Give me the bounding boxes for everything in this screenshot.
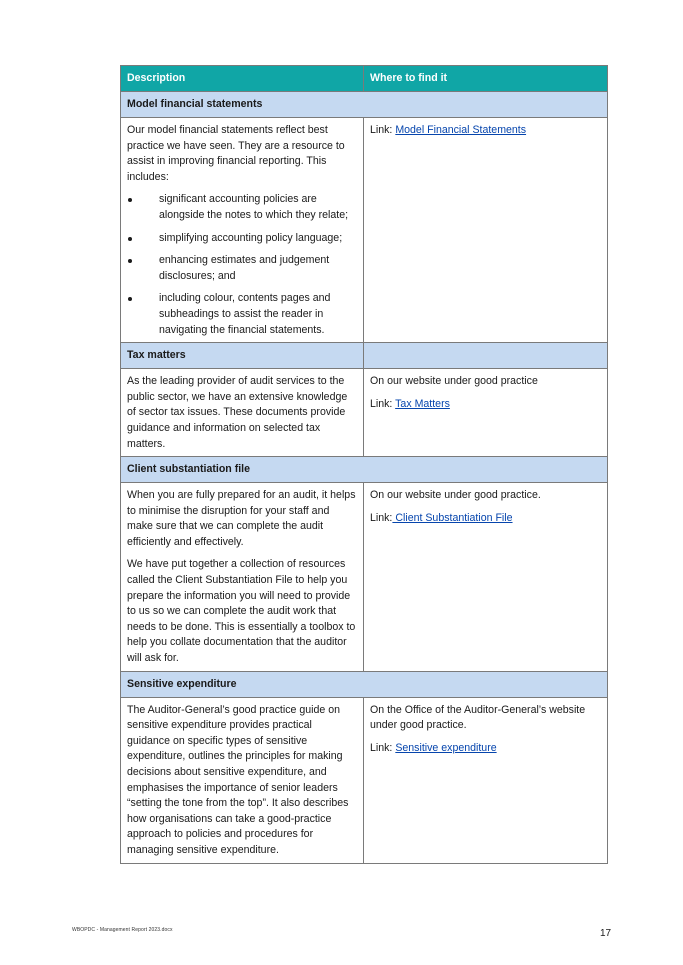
link-prefix: Link: (370, 741, 396, 754)
where-text: On our website under good practice (370, 375, 538, 388)
where-cell (364, 369, 608, 457)
bullet-text: including colour, contents pages and subheadings to assist the reader in navigating the financial statements. (159, 292, 331, 336)
list-item (127, 192, 357, 223)
footer-document-name: WBOPDC - Management Report 2023.docx (72, 927, 173, 933)
table-row (121, 118, 608, 343)
link-prefix: Link: (370, 124, 396, 136)
tax-matters-link[interactable]: Tax Matters (395, 397, 450, 410)
bullet-text: significant accounting policies are alongside the notes to which they relate; (159, 193, 349, 221)
list-item (127, 291, 357, 338)
section-title: Client substantiation file (121, 457, 608, 483)
link-line (370, 741, 601, 757)
description-cell (121, 697, 364, 863)
description-paragraph: As the leading provider of audit services to the public sector, we have an extensive knowledge of sector tax issues. These documents provide guidance and information on selected tax matters. (127, 375, 348, 450)
table-row (121, 369, 608, 457)
table-row (121, 483, 608, 672)
bullet-icon (128, 259, 132, 263)
sensitive-expenditure-link[interactable]: Sensitive expenditure (395, 741, 497, 754)
description-cell (121, 483, 364, 672)
where-cell (364, 483, 608, 672)
description-paragraph: When you are fully prepared for an audit, it helps to minimise the disruption for your staff and make sure that we can complete the audit efficiently and effectively. (127, 489, 356, 548)
description-paragraph: We have put together a collection of resources called the Client Substantiation File to help you prepare the information you will need to provide to us so we can complete the audit work that needs to be done. This is essentially a toolbox to help you collate documentation that the auditor will ask for. (127, 558, 356, 665)
section-title: Tax matters (121, 343, 364, 369)
link-line (370, 123, 601, 139)
where-cell (364, 118, 608, 343)
section-title-empty (364, 343, 608, 369)
where-text: On our website under good practice. (370, 489, 541, 502)
bullet-text: simplifying accounting policy language; (159, 231, 343, 244)
header-where-to-find: Where to find it (364, 66, 608, 92)
page-number: 17 (600, 928, 612, 939)
list-item (127, 231, 357, 247)
section-row-sensitive-expenditure (121, 671, 608, 697)
link-prefix: Link: (370, 397, 396, 410)
table-header-row (121, 66, 608, 92)
description-paragraph: Our model financial statements reflect best practice we have seen. They are a resource to assist in improving financial reporting. This includes: (127, 124, 345, 183)
section-row-model-financial-statements (121, 92, 608, 118)
bullet-icon (128, 297, 132, 301)
section-row-client-substantiation-file (121, 457, 608, 483)
link-line (370, 397, 601, 413)
resources-table (120, 65, 608, 864)
table-row (121, 697, 608, 863)
where-cell (364, 697, 608, 863)
description-paragraph: The Auditor-General’s good practice guide on sensitive expenditure provides practical guidance on specific types of sensitive expenditure, outlines the principles for making decisions about sensitive expenditure, and emphasises the importance of senior leaders “setting the tone from the top”. It also describes how organisations can take a good-practice approach to policies and procedures for managing sensitive expenditure. (127, 703, 349, 856)
header-description: Description (121, 66, 364, 92)
section-title: Sensitive expenditure (121, 671, 608, 697)
link-prefix: Link: (370, 511, 393, 524)
bullet-icon (128, 237, 132, 241)
client-substantiation-file-link[interactable]: Client Substantiation File (392, 511, 513, 524)
section-row-tax-matters (121, 343, 608, 369)
description-cell (121, 369, 364, 457)
bullet-text: enhancing estimates and judgement disclosures; and (159, 254, 330, 282)
link-line (370, 511, 601, 527)
list-item (127, 253, 357, 284)
model-financial-statements-link[interactable]: Model Financial Statements (395, 124, 527, 136)
where-text: On the Office of the Auditor-General’s website under good practice. (370, 703, 586, 732)
bullet-list (127, 192, 357, 338)
section-title: Model financial statements (121, 92, 608, 118)
bullet-icon (128, 198, 132, 202)
description-cell (121, 118, 364, 343)
